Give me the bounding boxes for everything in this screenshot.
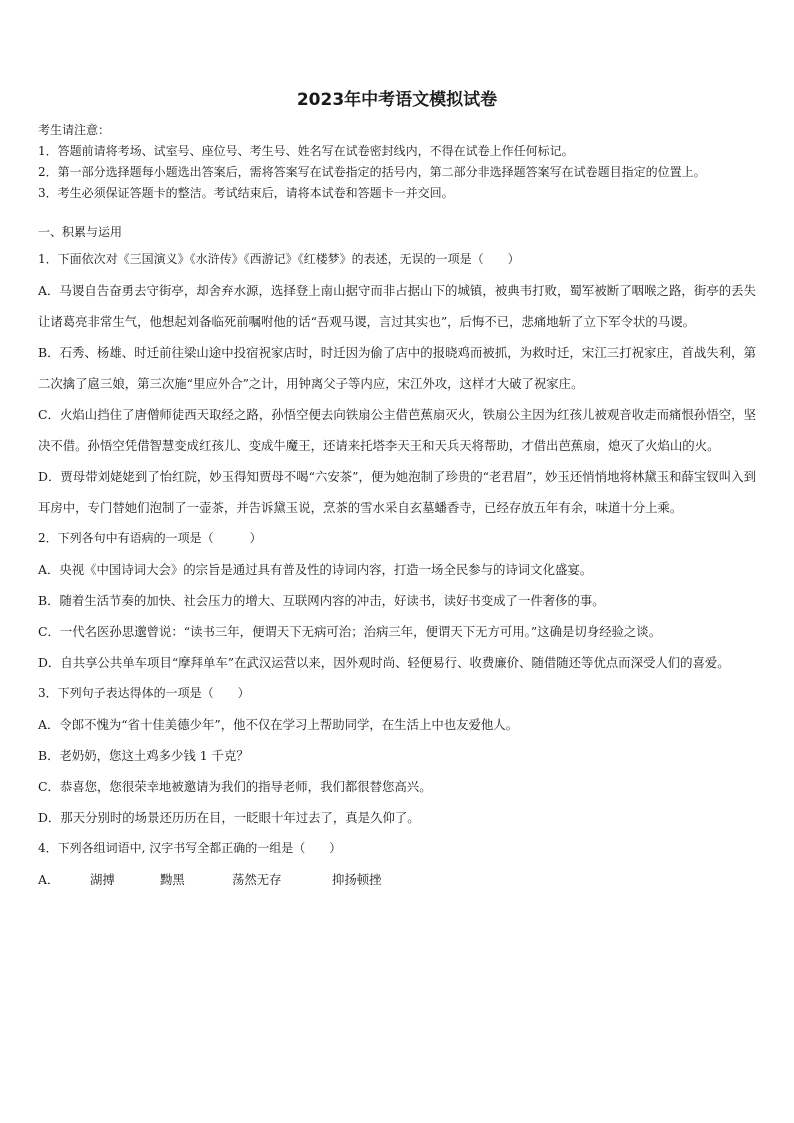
page-title: 2023年中考语文模拟试卷 xyxy=(296,90,498,110)
question-stem: 4．下列各组词语中, 汉字书写全都正确的一组是（ ） xyxy=(38,841,342,855)
option-label: A． xyxy=(38,872,60,887)
question-stem: 1．下面依次对《三国演义》《水浒传》《西游记》《红楼梦》的表述，无误的一项是（ ） xyxy=(38,252,520,266)
notice-item: 3．考生必须保证答题卡的整洁。考试结束后，请将本试卷和答题卡一并交回。 xyxy=(38,186,454,200)
word-item: 湖搏 xyxy=(90,872,115,887)
notice-item: 1．答题前请将考场、试室号、座位号、考生号、姓名写在试卷密封线内，不得在试卷上作任何标记。 xyxy=(38,144,574,158)
word-item: 荡然无存 xyxy=(232,872,282,887)
option-a-words xyxy=(38,864,756,895)
notice-heading: 考生请注意： xyxy=(38,123,111,137)
option-d: D．自共享公共单车项目“摩拜单车”在武汉运营以来，因外观时尚、轻便易行、收费廉价、随借随还等优点而深受人们的喜爱。 xyxy=(38,655,730,670)
question-4 xyxy=(38,833,756,895)
option-a: A．马谡自告奋勇去守街亭，却舍弃水源，选择登上南山据守而非占据山下的城镇，被典韦打败，蜀军被断了咽喉之路，街亭的丢失让诸葛亮非常生气，他想起刘备临死前嘱咐他的话“吾观马谡，言过其实也”，后悔不已，悲痛地斩了立下军令状的马谡。 xyxy=(38,283,756,329)
question-1 xyxy=(38,244,756,523)
option-c: C．恭喜您，您很荣幸地被邀请为我们的指导老师，我们都很替您高兴。 xyxy=(38,779,432,794)
word-item: 黝黑 xyxy=(160,872,185,887)
option-c: C．火焰山挡住了唐僧师徒西天取经之路，孙悟空便去向铁扇公主借芭蕉扇灭火，铁扇公主因为红孩儿被观音收走而痛恨孙悟空，坚决不借。孙悟空凭借智慧变成红孩儿、变成牛魔王，还请来托塔李天王和天兵天将帮助，才借出芭蕉扇，熄灭了火焰山的火。 xyxy=(38,407,756,453)
option-a: A．令郎不愧为“省十佳美德少年”，他不仅在学习上帮助同学，在生活上中也友爱他人。 xyxy=(38,717,519,732)
option-d: D．贾母带刘姥姥到了怡红院，妙玉得知贾母不喝“六安茶”，便为她泡制了珍贵的“老君眉”，妙玉还悄悄地将林黛玉和薛宝钗叫入到耳房中，专门替她们泡制了一壶茶，并告诉黛玉说，烹茶的雪水采自玄墓蟠香寺，已经存放五年有余，味道十分上乘。 xyxy=(38,469,756,515)
question-stem: 3．下列句子表达得体的一项是（ ） xyxy=(38,686,250,700)
option-d: D．那天分别时的场景还历历在目，一眨眼十年过去了，真是久仰了。 xyxy=(38,810,420,825)
notice-block xyxy=(38,120,756,204)
option-c: C．一代名医孙思邈曾说：“读书三年，便谓天下无病可治；治病三年，便谓天下无方可用。”这确是切身经验之谈。 xyxy=(38,624,662,639)
section-heading: 一、积累与运用 xyxy=(38,225,123,239)
word-item: 抑扬顿挫 xyxy=(332,872,382,887)
question-stem: 2．下列各句中有语病的一项是（ ） xyxy=(38,531,262,545)
option-b: B．石秀、杨雄、时迁前往梁山途中投宿祝家店时，时迁因为偷了店中的报晓鸡而被抓，为救时迁，宋江三打祝家庄，首战失利，第二次擒了扈三娘，第三次施“里应外合”之计，用钟离父子等内应，宋江外攻，这样才大破了祝家庄。 xyxy=(38,345,756,391)
option-a: A．央视《中国诗词大会》的宗旨是通过具有普及性的诗词内容，打造一场全民参与的诗词文化盛宴。 xyxy=(38,562,593,577)
question-2 xyxy=(38,523,756,678)
spacer xyxy=(38,204,756,221)
question-3 xyxy=(38,678,756,833)
option-b: B．老奶奶，您这土鸡多少钱 1 千克？ xyxy=(38,748,249,763)
notice-item: 2．第一部分选择题每小题选出答案后，需将答案写在试卷指定的括号内，第二部分非选择题答案写在试卷题目指定的位置上。 xyxy=(38,165,706,179)
option-b: B．随着生活节奏的加快、社会压力的增大、互联网内容的冲击，好读书，读好书变成了一件奢侈的事。 xyxy=(38,593,605,608)
